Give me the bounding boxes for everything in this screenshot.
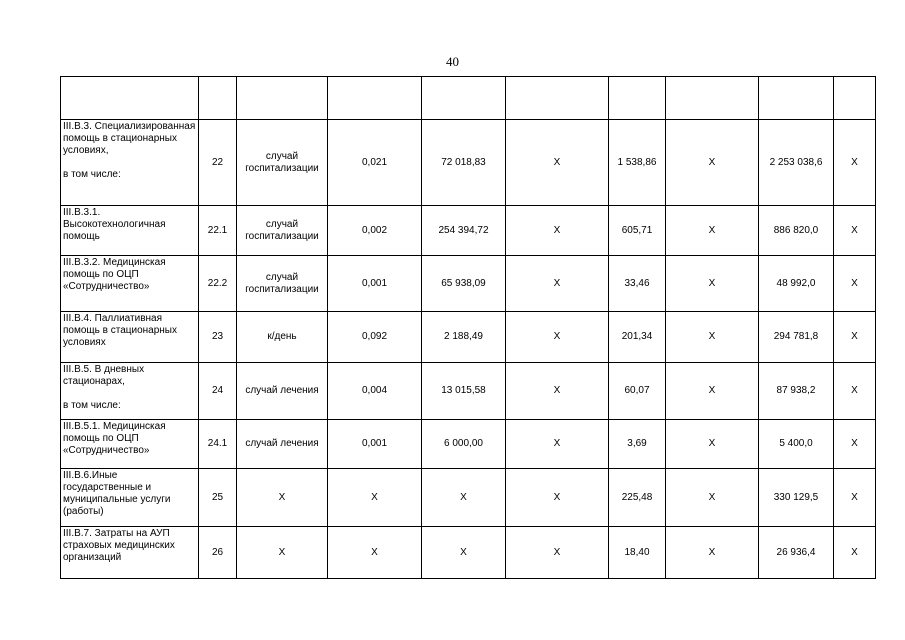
x-cell: X: [666, 206, 759, 256]
table-row: [61, 527, 876, 579]
x-cell: X: [834, 120, 876, 206]
cost-cell: 254 394,72: [422, 206, 506, 256]
cost-cell: X: [422, 469, 506, 527]
service-name-cell: [61, 469, 199, 527]
x-cell: X: [834, 469, 876, 527]
service-name: III.В.5.1. Медицинская помощь по ОЦП «Сотрудничество»: [63, 421, 166, 456]
service-name: III.В.3. Специализированная помощь в стационарных условиях,: [63, 121, 196, 156]
x-cell: X: [666, 420, 759, 469]
header-cell: [834, 77, 876, 120]
unit-cell: случай лечения: [237, 363, 328, 420]
service-name-cell: [61, 120, 199, 206]
x-cell: X: [666, 256, 759, 312]
service-name-cell: [61, 312, 199, 363]
cost-cell: 13 015,58: [422, 363, 506, 420]
per-capita-cell: 60,07: [609, 363, 666, 420]
header-cell: [237, 77, 328, 120]
cost-cell: 65 938,09: [422, 256, 506, 312]
norm-cell: 0,092: [328, 312, 422, 363]
cost-cell: 72 018,83: [422, 120, 506, 206]
per-capita-cell: 33,46: [609, 256, 666, 312]
norm-cell: X: [328, 527, 422, 579]
per-capita-cell: 225,48: [609, 469, 666, 527]
x-cell: X: [834, 527, 876, 579]
per-capita-cell: 201,34: [609, 312, 666, 363]
service-name: III.В.7. Затраты на АУП страховых медицинских организаций: [63, 528, 175, 563]
row-number-cell: 25: [199, 469, 237, 527]
header-cell: [422, 77, 506, 120]
service-name: III.В.4. Паллиативная помощь в стационарных условиях: [63, 313, 177, 348]
table-row: [61, 120, 876, 206]
norm-cell: 0,004: [328, 363, 422, 420]
table-row: [61, 312, 876, 363]
unit-cell: X: [237, 469, 328, 527]
x-cell: X: [666, 120, 759, 206]
row-number-cell: 24.1: [199, 420, 237, 469]
unit-cell: случай лечения: [237, 420, 328, 469]
per-capita-cell: 1 538,86: [609, 120, 666, 206]
x-cell: X: [834, 206, 876, 256]
total-cell: 26 936,4: [759, 527, 834, 579]
x-cell: X: [506, 469, 609, 527]
x-cell: X: [506, 256, 609, 312]
service-name: III.В.3.1. Высокотехнологичная помощь: [63, 207, 166, 242]
table-row: [61, 256, 876, 312]
total-cell: 5 400,0: [759, 420, 834, 469]
total-cell: 87 938,2: [759, 363, 834, 420]
service-name: III.В.5. В дневных стационарах,: [63, 364, 145, 387]
table-header-row: [61, 77, 876, 120]
header-cell: [666, 77, 759, 120]
norm-cell: 0,001: [328, 256, 422, 312]
service-name-cell: [61, 256, 199, 312]
x-cell: X: [834, 363, 876, 420]
x-cell: X: [666, 469, 759, 527]
x-cell: X: [834, 256, 876, 312]
norm-cell: 0,002: [328, 206, 422, 256]
header-cell: [609, 77, 666, 120]
row-number-cell: 24: [199, 363, 237, 420]
x-cell: X: [506, 312, 609, 363]
page-number: 40: [446, 54, 459, 69]
x-cell: X: [506, 363, 609, 420]
service-name-cell: [61, 420, 199, 469]
service-subnote: в том числе:: [63, 169, 121, 180]
per-capita-cell: 605,71: [609, 206, 666, 256]
unit-cell: X: [237, 527, 328, 579]
x-cell: X: [666, 363, 759, 420]
cost-cell: X: [422, 527, 506, 579]
norm-cell: 0,001: [328, 420, 422, 469]
header-cell: [759, 77, 834, 120]
per-capita-cell: 3,69: [609, 420, 666, 469]
row-number-cell: 22.2: [199, 256, 237, 312]
tariff-table: [60, 76, 876, 579]
per-capita-cell: 18,40: [609, 527, 666, 579]
unit-cell: к/день: [237, 312, 328, 363]
service-name-cell: [61, 363, 199, 420]
table-row: [61, 206, 876, 256]
header-cell: [506, 77, 609, 120]
x-cell: X: [506, 206, 609, 256]
unit-cell: случай госпитализации: [237, 206, 328, 256]
service-subnote: в том числе:: [63, 400, 121, 411]
row-number-cell: 22.1: [199, 206, 237, 256]
table-row: [61, 363, 876, 420]
unit-cell: случай госпитализации: [237, 120, 328, 206]
x-cell: X: [666, 527, 759, 579]
service-name-cell: [61, 527, 199, 579]
cost-cell: 6 000,00: [422, 420, 506, 469]
total-cell: 886 820,0: [759, 206, 834, 256]
total-cell: 2 253 038,6: [759, 120, 834, 206]
row-number-cell: 22: [199, 120, 237, 206]
table-row: [61, 420, 876, 469]
x-cell: X: [506, 420, 609, 469]
norm-cell: 0,021: [328, 120, 422, 206]
x-cell: X: [506, 527, 609, 579]
table-row: [61, 469, 876, 527]
x-cell: X: [834, 420, 876, 469]
total-cell: 330 129,5: [759, 469, 834, 527]
header-cell: [199, 77, 237, 120]
x-cell: X: [666, 312, 759, 363]
norm-cell: X: [328, 469, 422, 527]
unit-cell: случай госпитализации: [237, 256, 328, 312]
header-cell: [61, 77, 199, 120]
service-name: III.В.6.Иные государственные и муниципальные услуги (работы): [63, 470, 171, 517]
x-cell: X: [506, 120, 609, 206]
service-name-cell: [61, 206, 199, 256]
cost-cell: 2 188,49: [422, 312, 506, 363]
row-number-cell: 26: [199, 527, 237, 579]
service-name: III.В.3.2. Медицинская помощь по ОЦП «Сотрудничество»: [63, 257, 166, 292]
x-cell: X: [834, 312, 876, 363]
total-cell: 294 781,8: [759, 312, 834, 363]
header-cell: [328, 77, 422, 120]
row-number-cell: 23: [199, 312, 237, 363]
total-cell: 48 992,0: [759, 256, 834, 312]
